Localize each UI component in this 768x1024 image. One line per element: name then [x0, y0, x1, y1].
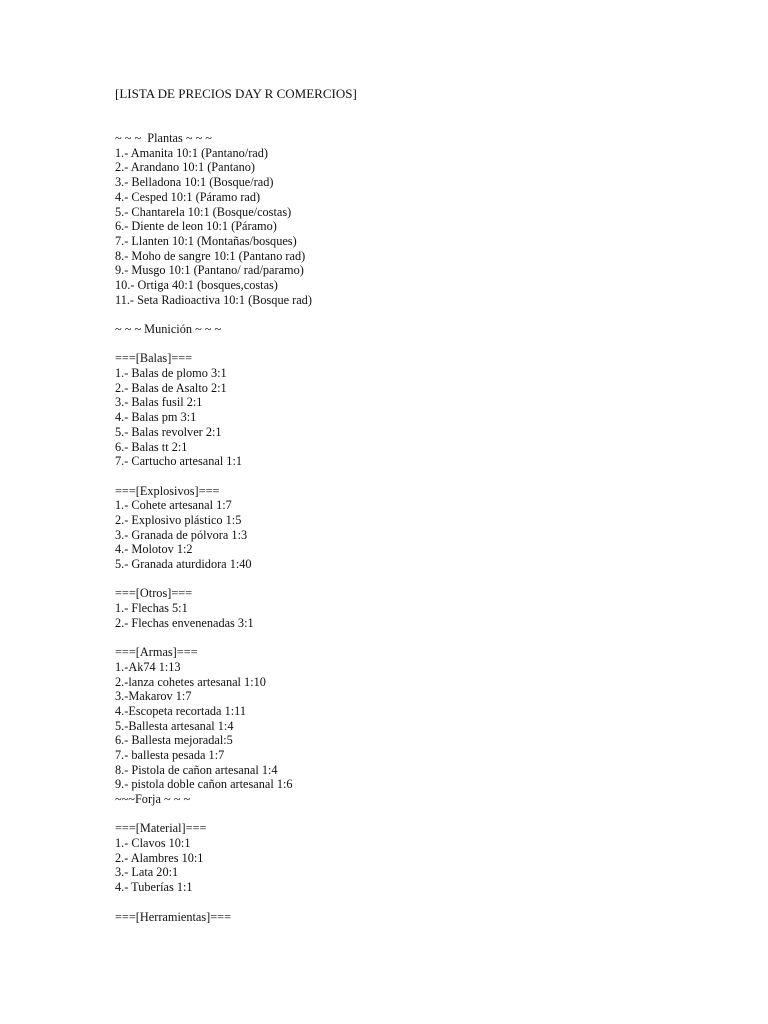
- subsection-header-armas: ===[Armas]===: [115, 645, 198, 660]
- list-item: 2.- Arandano 10:1 (Pantano): [115, 160, 256, 175]
- subsection-header-balas: ===[Balas]===: [115, 351, 193, 366]
- list-item: 3.- Balas fusil 2:1: [115, 395, 203, 410]
- spacer: [115, 469, 748, 484]
- list-item: 1.- Amanita 10:1 (Pantano/rad): [115, 145, 268, 160]
- list-item: 7.- ballesta pesada 1:7: [115, 747, 225, 762]
- list-item: 8.- Pistola de cañon artesanal 1:4: [115, 762, 278, 777]
- subsection-header-otros: ===[Otros]===: [115, 586, 193, 601]
- document-page: [115, 87, 748, 924]
- list-item: 11.- Seta Radioactiva 10:1 (Bosque rad): [115, 292, 312, 307]
- list-item: 5.-Ballesta artesanal 1:4: [115, 718, 234, 733]
- list-item: 6.- Balas tt 2:1: [115, 439, 188, 454]
- spacer: [115, 895, 748, 910]
- spacer: [115, 116, 748, 131]
- spacer: [115, 307, 748, 322]
- section-header-plantas: ~ ~ ~ Plantas ~ ~ ~: [115, 131, 212, 146]
- list-item: 5.- Granada aturdidora 1:40: [115, 557, 252, 571]
- list-item: 3.- Granada de pólvora 1:3: [115, 527, 248, 542]
- subsection-header-material: ===[Material]===: [115, 821, 207, 836]
- subsection-header-explosivos: ===[Explosivos]===: [115, 483, 220, 498]
- spacer: [115, 102, 748, 117]
- list-item: 5.- Balas revolver 2:1: [115, 424, 222, 439]
- list-item: 6.- Ballesta mejoradal:5: [115, 733, 233, 748]
- list-item: 10.- Ortiga 40:1 (bosques,costas): [115, 277, 278, 292]
- list-item: 1.- Balas de plomo 3:1: [115, 366, 227, 381]
- list-item: 5.- Chantarela 10:1 (Bosque/costas): [115, 204, 292, 219]
- section-header-municion: ~ ~ ~ Munición ~ ~ ~: [115, 322, 222, 336]
- list-item: 1.-Ak74 1:13: [115, 659, 181, 674]
- list-item: 2.- Explosivo plástico 1:5: [115, 512, 242, 527]
- list-item: 7.- Llanten 10:1 (Montañas/bosques): [115, 233, 297, 248]
- list-item: 4.- Tuberías 1:1: [115, 880, 193, 895]
- list-item: 2.-lanza cohetes artesanal 1:10: [115, 674, 266, 689]
- list-item: 1.- Clavos 10:1: [115, 836, 191, 851]
- list-item: 4.- Balas pm 3:1: [115, 410, 197, 425]
- list-item: 9.- Musgo 10:1 (Pantano/ rad/paramo): [115, 263, 304, 278]
- list-item: 6.- Diente de leon 10:1 (Páramo): [115, 219, 277, 234]
- list-item: 1.- Flechas 5:1: [115, 601, 188, 616]
- list-item: 9.- pistola doble cañon artesanal 1:6: [115, 777, 293, 792]
- list-item: 4.-Escopeta recortada 1:11: [115, 703, 246, 718]
- document-title: [LISTA DE PRECIOS DAY R COMERCIOS]: [115, 86, 357, 101]
- list-item: 4.- Cesped 10:1 (Páramo rad): [115, 189, 261, 204]
- list-item: 2.- Flechas envenenadas 3:1: [115, 615, 254, 630]
- list-item: 4.- Molotov 1:2: [115, 542, 193, 557]
- list-item: 1.- Cohete artesanal 1:7: [115, 498, 232, 513]
- list-item: 3.- Belladona 10:1 (Bosque/rad): [115, 175, 274, 190]
- spacer: [115, 337, 748, 352]
- list-item: 3.-Makarov 1:7: [115, 689, 192, 704]
- list-item: 2.- Balas de Asalto 2:1: [115, 380, 227, 395]
- spacer: [115, 807, 748, 822]
- list-item: 2.- Alambres 10:1: [115, 850, 204, 865]
- list-item: 7.- Cartucho artesanal 1:1: [115, 454, 243, 469]
- spacer: [115, 630, 748, 645]
- subsection-header-herramientas: ===[Herramientas]===: [115, 909, 232, 924]
- list-item: 8.- Moho de sangre 10:1 (Pantano rad): [115, 248, 306, 263]
- section-header-forja: ~~~Forja ~ ~ ~: [115, 792, 191, 806]
- list-item: 3.- Lata 20:1: [115, 865, 179, 880]
- spacer: [115, 572, 748, 587]
